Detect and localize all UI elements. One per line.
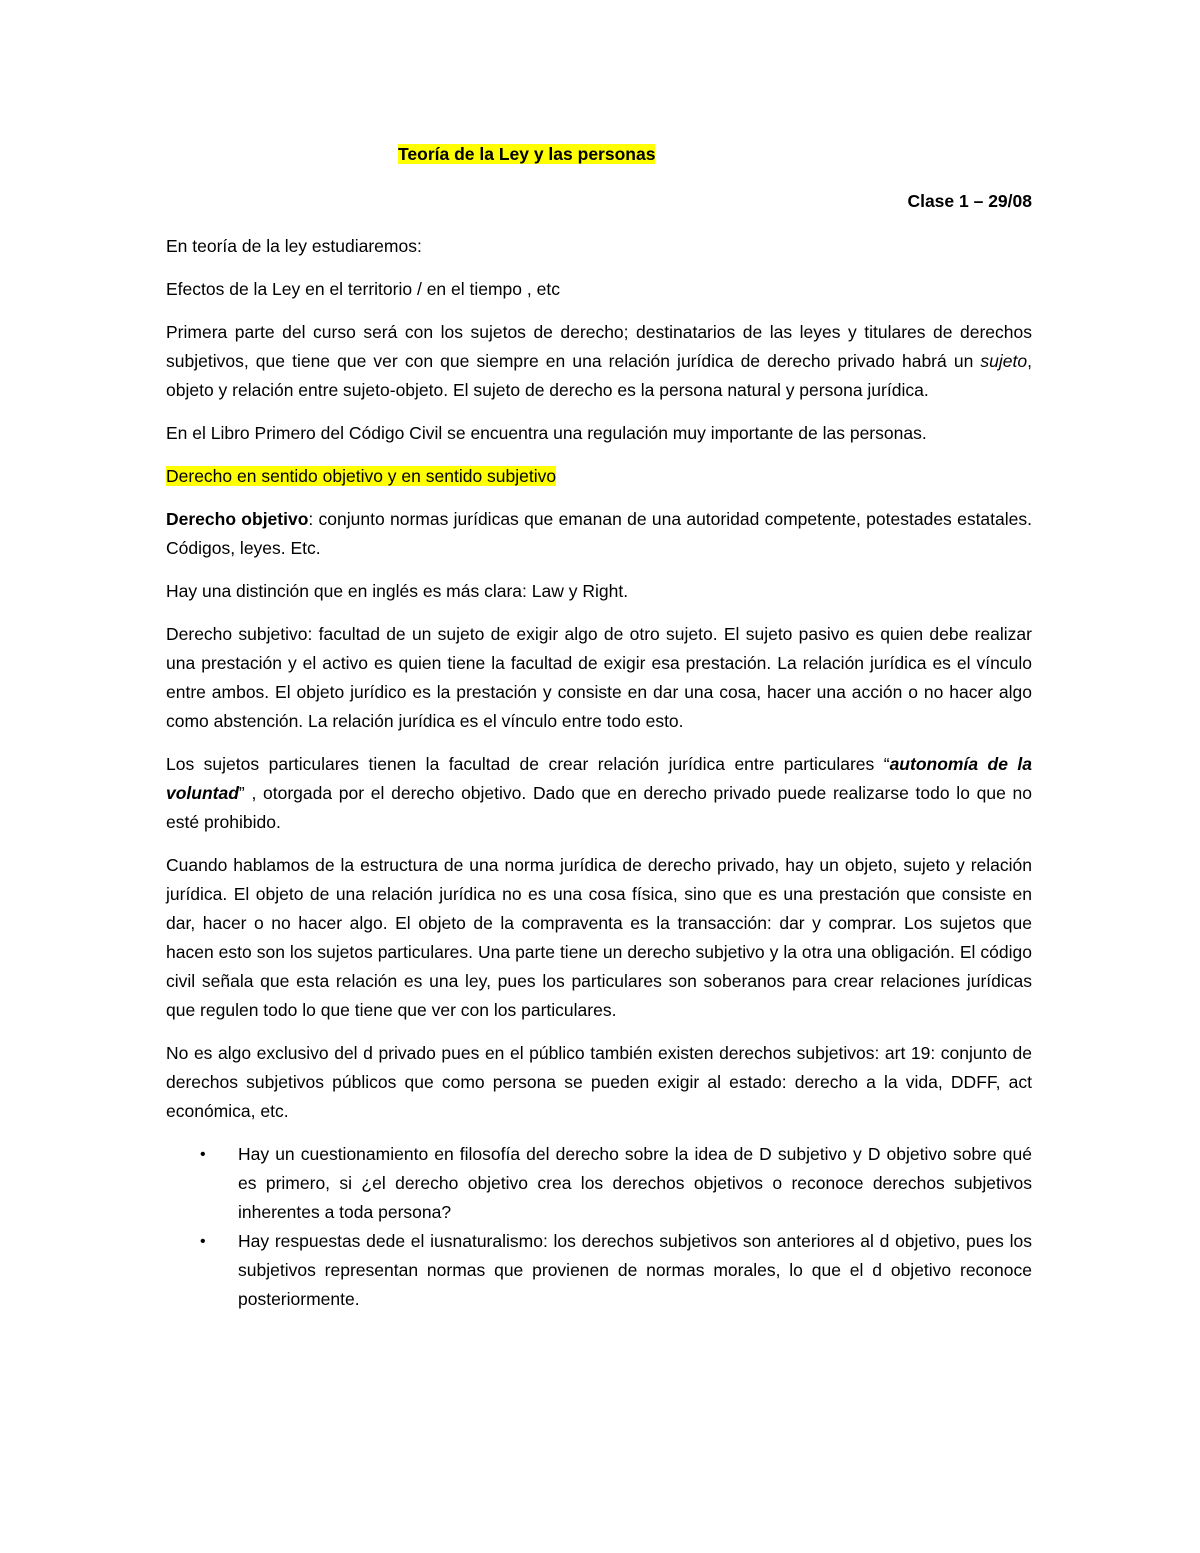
paragraph-subjective-law: Derecho subjetivo: facultad de un sujeto de exigir algo de otro sujeto. El sujeto pasivo es quien debe realizar una prestación y el activo es quien tiene la facultad de exigir esa prestación. La relación jurídica es el vínculo entre ambos. El objeto jurídico es la prestación y consiste en dar una cosa, hacer una acción o no hacer algo como abstención. La relación jurídica es el vínculo entre todo esto.	[166, 624, 1032, 731]
paragraph-civil-code: En el Libro Primero del Código Civil se encuentra una regulación muy importante de las personas.	[166, 423, 927, 443]
paragraph-autonomy	[166, 750, 1032, 837]
autonomy-term: autonomía de la voluntad	[166, 754, 1033, 803]
paragraph-effects: Efectos de la Ley en el territorio / en el tiempo , etc	[166, 279, 560, 299]
paragraph-subjects-part-a: Primera parte del curso será con los sujetos de derecho; destinatarios de las leyes y titulares de derechos subjetivos, que tiene que ver con que siempre en una relación jurídica de derecho privado habrá un	[166, 322, 1032, 371]
section-heading-line	[166, 462, 1032, 491]
paragraph-law-right: Hay una distinción que en inglés es más clara: Law y Right.	[166, 581, 629, 601]
paragraph-objective-law	[166, 505, 1032, 563]
paragraph-norm-structure: Cuando hablamos de la estructura de una norma jurídica de derecho privado, hay un objeto, sujeto y relación jurídica. El objeto de una relación jurídica no es una cosa física, sino que es una prestación que consiste en dar, hacer o no hacer algo. El objeto de la compraventa es la transacción: dar y comprar. Los sujetos que hacen esto son los sujetos particulares. Una parte tiene un derecho subjetivo y la otra una obligación. El código civil señala que esta relación es una ley, pues los particulares son soberanos para crear relaciones jurídicas que regulen todo lo que tiene que ver con los particulares.	[166, 855, 1032, 1020]
list-item	[166, 1227, 1032, 1314]
bullet-icon: •	[200, 1233, 206, 1250]
document-page	[166, 140, 1032, 1314]
title-line	[166, 140, 1032, 169]
class-date-label: Clase 1 – 29/08	[907, 191, 1032, 211]
paragraph-intro: En teoría de la ley estudiaremos:	[166, 236, 422, 256]
paragraph-subjects	[166, 318, 1032, 405]
bullet-text: Hay respuestas dede el iusnaturalismo: los derechos subjetivos son anteriores al d objetivo, pues los subjetivos representan normas que provienen de normas morales, lo que el d objetivo reconoce posteriormente.	[238, 1231, 1032, 1309]
bullet-text: Hay un cuestionamiento en filosofía del derecho sobre la idea de D subjetivo y D objetivo sobre qué es primero, si ¿el derecho objetivo crea los derechos objetivos o reconoce derechos subjetivos inherentes a toda persona?	[238, 1144, 1032, 1222]
section-heading: Derecho en sentido objetivo y en sentido subjetivo	[166, 466, 557, 486]
bullet-icon: •	[200, 1146, 206, 1163]
bullet-list	[166, 1140, 1032, 1314]
document-title: Teoría de la Ley y las personas	[398, 144, 656, 164]
paragraph-autonomy-part-b: ” , otorgada por el derecho objetivo. Dado que en derecho privado puede realizarse todo lo que no esté prohibido.	[166, 783, 1032, 832]
paragraph-autonomy-part-a: Los sujetos particulares tienen la facultad de crear relación jurídica entre particulares “	[166, 754, 890, 774]
objective-law-definition: : conjunto normas jurídicas que emanan de una autoridad competente, potestades estatales. Códigos, leyes. Etc.	[166, 509, 1032, 558]
objective-law-term: Derecho objetivo	[166, 509, 309, 529]
paragraph-public-law: No es algo exclusivo del d privado pues en el público también existen derechos subjetivos: art 19: conjunto de derechos subjetivos públicos que como persona se pueden exigir al estado: derecho a la vida, DDFF, act económica, etc.	[166, 1043, 1032, 1121]
paragraph-subjects-emphasis: sujeto	[980, 351, 1028, 371]
paragraph-subjects-part-b: , objeto y relación entre sujeto-objeto. El sujeto de derecho es la persona natural y persona jurídica.	[166, 351, 1032, 400]
list-item	[166, 1140, 1032, 1227]
